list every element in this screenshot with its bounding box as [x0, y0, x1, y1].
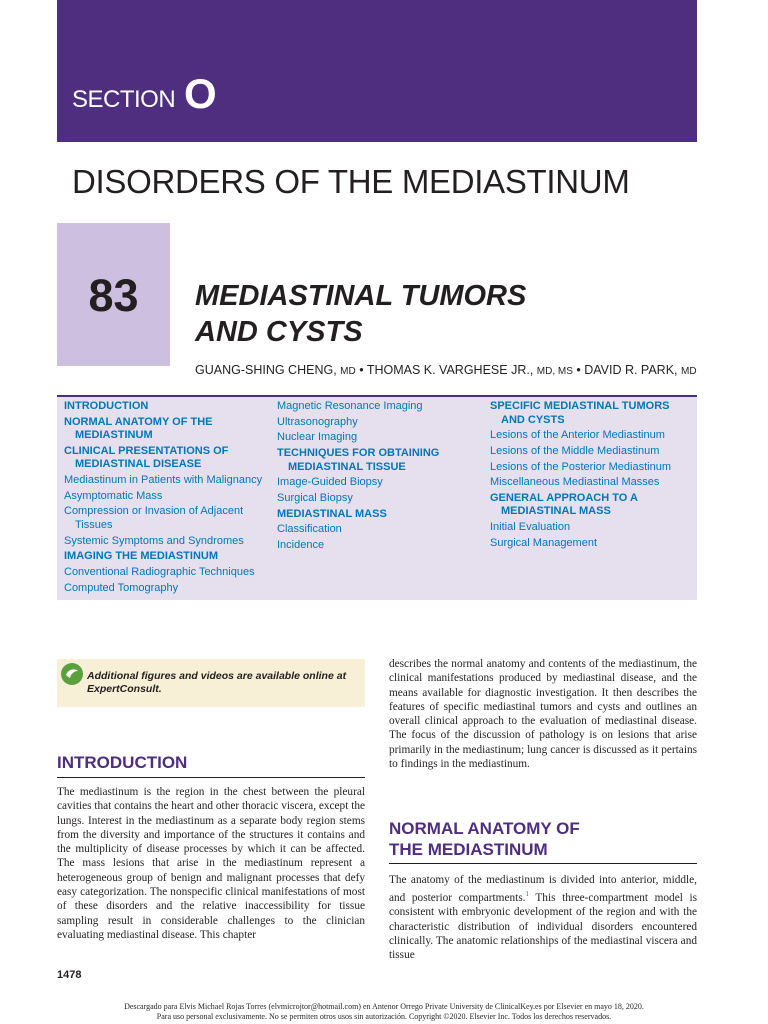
introduction-text: The mediastinum is the region in the chest between the pleural cavities that contains the heart and other thoracic viscera, except the lungs. Interest in the mediastinum as a separate body region stems from the diversity and importance of the structures it contains and the multiplicity of disease processes by which it can be affected. The mass lesions that arise in the mediastinum represent a heterogeneous group of benign and malignant processes that defy easy categorization. The nonspecific clinical manifestations of most of these disorders and the relative inaccessibility for tissue sampling result in considerable challenges to the clinician evaluating mediastinal disease. This chapter: [57, 786, 365, 941]
outline-subheading-link[interactable]: Mediastinum in Patients with Malignancy: [64, 474, 263, 487]
outline-subheading-link[interactable]: Systemic Symptoms and Syndromes: [64, 534, 244, 547]
online-note-line-1: Additional figures and videos are available online at: [87, 670, 347, 682]
outline-subheading-link[interactable]: Nuclear Imaging: [277, 431, 358, 444]
expert-consult-icon: [61, 663, 83, 685]
anatomy-text: [389, 873, 697, 963]
outline-heading-link[interactable]: INTRODUCTION: [64, 400, 149, 412]
author-name: DAVID R. PARK,: [584, 363, 681, 377]
reference-link[interactable]: 1: [525, 890, 529, 899]
online-note-line-2: ExpertConsult.: [87, 683, 162, 695]
author-degree: MD: [680, 366, 697, 377]
chapter-title-line-2: AND CYSTS: [195, 316, 363, 348]
body-text-right-column: describes the normal anatomy and contents of the mediastinum, the clinical manifestations produced by mediastinal disease, and the means available for diagnostic investigation. It then describes the features of specific mediastinal tumors and cysts and outlines an overall clinical approach to the evaluation of mediastinal disease. The focus of the discussion of pathology is on lesions that arise primarily in the mediastinum; lung cancer is discussed as it pertains to findings in the mediastinum.: [389, 658, 697, 771]
chapter-title-line-1: MEDIASTINAL TUMORS: [195, 280, 527, 312]
introduction-rule: [57, 777, 365, 778]
outline-subheading-link[interactable]: Asymptomatic Mass: [64, 489, 163, 502]
outline-heading-link[interactable]: CLINICAL PRESENTATIONS OF MEDIASTINAL DISEASE: [64, 444, 229, 471]
anatomy-text-part-2: This three-compartment model is consistent with embryonic development of the region and with the characteristic distribution of individual disorders encountered clinically. The anatomic relationships of the mediastinal viscera and tissue: [389, 892, 697, 962]
outline-heading-link[interactable]: TECHNIQUES FOR OBTAINING MEDIASTINAL TISSUE: [277, 447, 440, 473]
chapter-number: 83: [88, 270, 139, 321]
online-content-note: [57, 659, 365, 707]
author-name: GUANG-SHING CHENG,: [195, 363, 341, 377]
outline-heading-link[interactable]: GENERAL APPROACH TO A MEDIASTINAL MASS: [490, 491, 638, 518]
outline-subheading-link[interactable]: Lesions of the Middle Mediastinum: [490, 444, 660, 457]
section-label: SECTION: [72, 86, 176, 113]
outline-column-1: [64, 400, 269, 597]
author-separator: •: [572, 363, 585, 377]
page-number: 1478: [57, 969, 82, 981]
outline-heading-link[interactable]: MEDIASTINAL MASS: [277, 507, 387, 520]
outline-subheading-link[interactable]: Initial Evaluation: [490, 521, 571, 534]
chapter-outline: [57, 395, 697, 600]
outline-subheading-link[interactable]: Magnetic Resonance Imaging: [277, 400, 423, 412]
download-notice-line-2: Para uso personal exclusivamente. No se permiten otros usos sin autorización. Copyright ©2020. Elsevier Inc. Todos los derechos reservados.: [156, 1012, 612, 1021]
outline-subheading-link[interactable]: Lesions of the Posterior Mediastinum: [490, 460, 671, 473]
outline-subheading-link[interactable]: Image-Guided Biopsy: [277, 476, 383, 489]
outline-heading-link[interactable]: SPECIFIC MEDIASTINAL TUMORS AND CYSTS: [490, 400, 670, 426]
section-title: DISORDERS OF THE MEDIASTINUM: [72, 163, 630, 200]
anatomy-text-part-1: The anatomy of the mediastinum is divided into anterior, middle, and posterior compartments.: [389, 874, 697, 905]
outline-subheading-link[interactable]: Surgical Management: [490, 536, 598, 549]
outline-column-2: [277, 400, 467, 555]
outline-subheading-link[interactable]: Classification: [277, 523, 342, 536]
outline-heading-link[interactable]: NORMAL ANATOMY OF THE MEDIASTINUM: [64, 415, 213, 442]
section-letter: O: [184, 70, 217, 117]
outline-heading-link[interactable]: IMAGING THE MEDIASTINUM: [64, 550, 218, 563]
outline-subheading-link[interactable]: Conventional Radiographic Techniques: [64, 566, 255, 578]
chapter-number-box: [57, 223, 170, 366]
download-notice-line-1: Descargado para Elvis Michael Rojas Torres (elvmicrojtor@hotmail.com) en Antenor Orrego Private University de ClinicalKey.es por Elsevier en mayo 18, 2020.: [124, 1002, 644, 1011]
author-degree: MD, MS: [536, 366, 573, 377]
outline-subheading-link[interactable]: Compression or Invasion of Adjacent Tissues: [64, 505, 244, 531]
heading-line-1: NORMAL ANATOMY OF: [389, 819, 580, 838]
chapter-title: [195, 278, 526, 350]
anatomy-rule: [389, 863, 697, 864]
outline-subheading-link[interactable]: Lesions of the Anterior Mediastinum: [490, 429, 665, 442]
author-separator: •: [355, 363, 367, 377]
heading-line-2: THE MEDIASTINUM: [389, 840, 548, 859]
normal-anatomy-heading: [389, 818, 580, 860]
author-degree: MD: [340, 366, 356, 377]
outline-subheading-link[interactable]: Miscellaneous Mediastinal Masses: [490, 476, 660, 489]
outline-subheading-link[interactable]: Computed Tomography: [64, 581, 179, 594]
outline-subheading-link[interactable]: Incidence: [277, 539, 325, 551]
introduction-heading: INTRODUCTION: [57, 753, 188, 772]
author-name: THOMAS K. VARGHESE JR.,: [366, 363, 537, 377]
outline-subheading-link[interactable]: Surgical Biopsy: [277, 491, 353, 504]
section-banner: [57, 0, 697, 142]
online-note-text[interactable]: [87, 670, 346, 696]
author-line: [195, 363, 697, 377]
outline-subheading-link[interactable]: Ultrasonography: [277, 415, 358, 428]
outline-column-3: [490, 400, 692, 553]
